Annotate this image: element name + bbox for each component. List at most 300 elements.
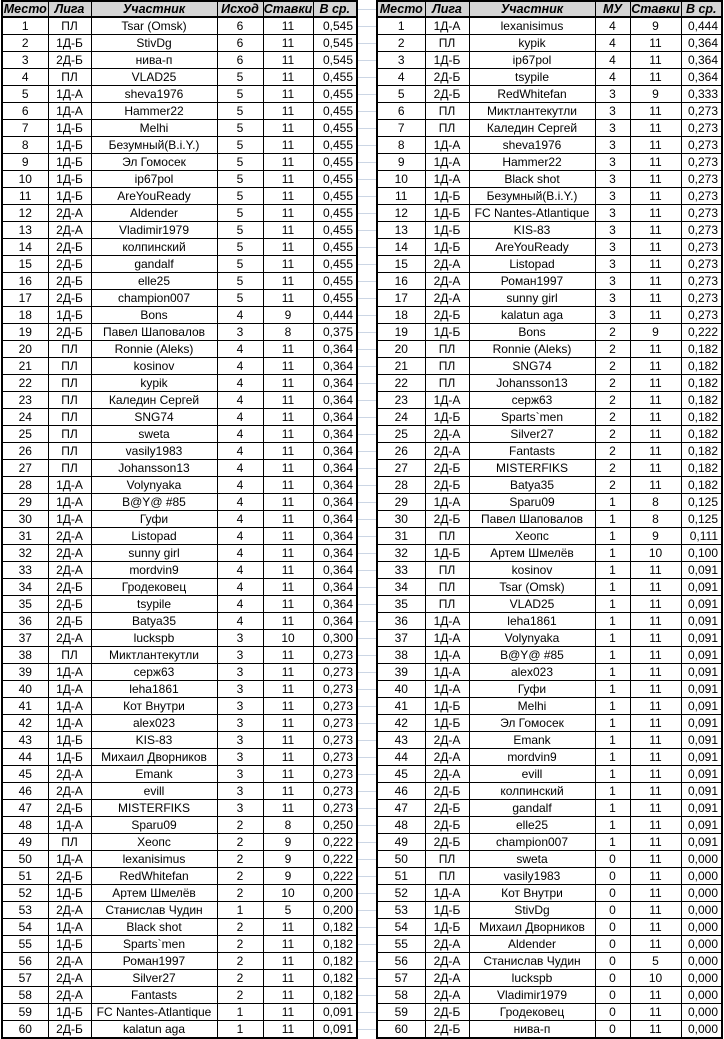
table-row xyxy=(377,324,722,341)
cell-bets: 11 xyxy=(630,392,681,409)
cell-avg: 0,000 xyxy=(681,936,722,953)
cell-outcome: 5 xyxy=(217,103,263,120)
table-row xyxy=(377,834,722,851)
cell-outcome: 5 xyxy=(217,205,263,222)
cell-place: 13 xyxy=(377,222,425,239)
cell-league: ПЛ xyxy=(425,851,469,868)
cell-bets: 11 xyxy=(263,681,313,698)
cell-outcome: 3 xyxy=(217,698,263,715)
table-row xyxy=(2,52,357,69)
column-header-place: Место xyxy=(3,1,47,16)
cell-league: ПЛ xyxy=(48,409,91,426)
cell-mu: 2 xyxy=(595,409,630,426)
cell-avg: 0,182 xyxy=(313,953,357,970)
cell-mu: 0 xyxy=(595,885,630,902)
cell-participant: Johansson13 xyxy=(91,460,217,477)
table-row xyxy=(2,766,357,783)
cell-place: 60 xyxy=(2,1021,48,1039)
cell-league: 2Д-А xyxy=(425,426,469,443)
cell-place: 31 xyxy=(377,528,425,545)
table-row xyxy=(377,919,722,936)
cell-bets: 11 xyxy=(263,511,313,528)
cell-mu: 3 xyxy=(595,307,630,324)
table-row xyxy=(2,647,357,664)
cell-avg: 0,364 xyxy=(313,494,357,511)
cell-place: 22 xyxy=(2,375,48,392)
cell-avg: 0,222 xyxy=(313,868,357,885)
cell-outcome: 2 xyxy=(217,987,263,1004)
cell-participant: Batya35 xyxy=(469,477,595,494)
cell-outcome: 6 xyxy=(217,35,263,52)
cell-place: 30 xyxy=(2,511,48,528)
cell-bets: 11 xyxy=(263,86,313,103)
cell-mu: 1 xyxy=(595,562,630,579)
cell-bets: 11 xyxy=(630,443,681,460)
cell-place: 59 xyxy=(2,1004,48,1021)
cell-participant: Vladimir1979 xyxy=(469,987,595,1004)
cell-avg: 0,182 xyxy=(313,970,357,987)
cell-mu: 1 xyxy=(595,749,630,766)
cell-avg: 0,273 xyxy=(313,783,357,800)
cell-place: 52 xyxy=(377,885,425,902)
cell-league: 1Д-Б xyxy=(425,52,469,69)
cell-avg: 0,455 xyxy=(313,239,357,256)
cell-mu: 1 xyxy=(595,528,630,545)
cell-place: 9 xyxy=(2,154,48,171)
cell-place: 33 xyxy=(377,562,425,579)
cell-place: 8 xyxy=(2,137,48,154)
table-row xyxy=(2,256,357,273)
cell-place: 25 xyxy=(2,426,48,443)
table-row xyxy=(377,715,722,732)
cell-outcome: 2 xyxy=(217,885,263,902)
cell-league: ПЛ xyxy=(425,341,469,358)
cell-bets: 11 xyxy=(630,817,681,834)
cell-league: 2Д-Б xyxy=(48,239,91,256)
cell-league: ПЛ xyxy=(425,579,469,596)
cell-place: 41 xyxy=(2,698,48,715)
cell-outcome: 4 xyxy=(217,375,263,392)
cell-mu: 3 xyxy=(595,222,630,239)
cell-participant: Listopad xyxy=(91,528,217,545)
cell-place: 52 xyxy=(2,885,48,902)
cell-mu: 4 xyxy=(595,69,630,86)
cell-mu: 1 xyxy=(595,579,630,596)
cell-outcome: 3 xyxy=(217,630,263,647)
cell-bets: 11 xyxy=(263,783,313,800)
cell-outcome: 2 xyxy=(217,970,263,987)
cell-mu: 1 xyxy=(595,613,630,630)
cell-league: 2Д-А xyxy=(48,902,91,919)
cell-avg: 0,182 xyxy=(313,936,357,953)
table-row xyxy=(377,987,722,1004)
cell-participant: Sparu09 xyxy=(469,494,595,511)
cell-league: 2Д-Б xyxy=(48,800,91,817)
cell-avg: 0,182 xyxy=(681,443,722,460)
table-row xyxy=(377,477,722,494)
cell-league: 1Д-А xyxy=(425,681,469,698)
cell-outcome: 4 xyxy=(217,613,263,630)
cell-league: 2Д-А xyxy=(48,545,91,562)
table-row xyxy=(2,834,357,851)
cell-place: 50 xyxy=(2,851,48,868)
cell-avg: 0,222 xyxy=(313,834,357,851)
cell-league: ПЛ xyxy=(48,834,91,851)
cell-mu: 0 xyxy=(595,1021,630,1039)
cell-bets: 11 xyxy=(263,426,313,443)
cell-participant: lexanisimus xyxy=(91,851,217,868)
cell-place: 40 xyxy=(2,681,48,698)
cell-participant: Aldender xyxy=(469,936,595,953)
cell-place: 37 xyxy=(377,630,425,647)
cell-league: 2Д-А xyxy=(425,273,469,290)
cell-place: 23 xyxy=(2,392,48,409)
cell-bets: 10 xyxy=(263,885,313,902)
cell-participant: Хеопс xyxy=(91,834,217,851)
cell-bets: 5 xyxy=(263,902,313,919)
cell-outcome: 1 xyxy=(217,902,263,919)
cell-place: 37 xyxy=(2,630,48,647)
cell-bets: 11 xyxy=(263,647,313,664)
cell-place: 39 xyxy=(377,664,425,681)
cell-mu: 3 xyxy=(595,273,630,290)
cell-bets: 11 xyxy=(630,715,681,732)
cell-mu: 2 xyxy=(595,341,630,358)
cell-bets: 11 xyxy=(263,715,313,732)
table-row xyxy=(2,732,357,749)
cell-league: 2Д-А xyxy=(425,443,469,460)
cell-avg: 0,091 xyxy=(681,630,722,647)
cell-outcome: 5 xyxy=(217,273,263,290)
cell-participant: AreYouReady xyxy=(469,239,595,256)
table-row xyxy=(377,273,722,290)
cell-participant: gandalf xyxy=(91,256,217,273)
table-row xyxy=(2,205,357,222)
cell-avg: 0,091 xyxy=(681,579,722,596)
cell-mu: 3 xyxy=(595,256,630,273)
cell-participant: Emank xyxy=(469,732,595,749)
cell-outcome: 3 xyxy=(217,324,263,341)
cell-place: 56 xyxy=(2,953,48,970)
cell-league: 2Д-Б xyxy=(425,834,469,851)
cell-bets: 11 xyxy=(630,834,681,851)
cell-avg: 0,273 xyxy=(681,256,722,273)
cell-participant: Silver27 xyxy=(469,426,595,443)
table-row xyxy=(377,494,722,511)
cell-participant: leha1861 xyxy=(469,613,595,630)
cell-bets: 11 xyxy=(630,1021,681,1039)
table-row xyxy=(2,409,357,426)
cell-avg: 0,364 xyxy=(681,52,722,69)
cell-participant: ip67pol xyxy=(91,171,217,188)
table-row xyxy=(2,69,357,86)
cell-avg: 0,273 xyxy=(681,290,722,307)
cell-participant: kosinov xyxy=(91,358,217,375)
cell-league: 1Д-Б xyxy=(48,1004,91,1021)
cell-mu: 0 xyxy=(595,851,630,868)
cell-participant: MISTERFIKS xyxy=(91,800,217,817)
cell-league: 1Д-А xyxy=(425,171,469,188)
cell-bets: 11 xyxy=(630,35,681,52)
cell-avg: 0,250 xyxy=(313,817,357,834)
cell-participant: Melhi xyxy=(469,698,595,715)
cell-bets: 11 xyxy=(263,273,313,290)
cell-avg: 0,455 xyxy=(313,205,357,222)
table-row xyxy=(2,477,357,494)
mu-ranking-table xyxy=(376,0,723,1039)
cell-league: 2Д-А xyxy=(48,783,91,800)
table-row xyxy=(2,375,357,392)
cell-bets: 11 xyxy=(263,205,313,222)
cell-avg: 0,222 xyxy=(313,851,357,868)
cell-bets: 11 xyxy=(630,1004,681,1021)
cell-bets: 11 xyxy=(263,256,313,273)
cell-place: 16 xyxy=(377,273,425,290)
cell-avg: 0,091 xyxy=(681,732,722,749)
table-row xyxy=(2,426,357,443)
cell-participant: Безумный(B.i.Y.) xyxy=(91,137,217,154)
cell-avg: 0,455 xyxy=(313,154,357,171)
cell-place: 8 xyxy=(377,137,425,154)
cell-bets: 11 xyxy=(630,188,681,205)
cell-outcome: 5 xyxy=(217,256,263,273)
cell-league: 1Д-Б xyxy=(48,171,91,188)
cell-league: ПЛ xyxy=(425,562,469,579)
cell-bets: 11 xyxy=(263,987,313,1004)
cell-outcome: 2 xyxy=(217,936,263,953)
table-row xyxy=(377,239,722,256)
cell-avg: 0,364 xyxy=(313,545,357,562)
cell-league: 1Д-Б xyxy=(425,222,469,239)
cell-league: 1Д-А xyxy=(425,392,469,409)
cell-bets: 11 xyxy=(630,477,681,494)
cell-league: 1Д-Б xyxy=(425,715,469,732)
cell-participant: mordvin9 xyxy=(91,562,217,579)
cell-avg: 0,273 xyxy=(681,103,722,120)
cell-place: 18 xyxy=(2,307,48,324)
cell-league: 1Д-А xyxy=(48,817,91,834)
cell-place: 48 xyxy=(2,817,48,834)
cell-bets: 11 xyxy=(263,613,313,630)
cell-bets: 8 xyxy=(263,817,313,834)
cell-bets: 11 xyxy=(263,103,313,120)
cell-league: 2Д-А xyxy=(48,205,91,222)
cell-place: 27 xyxy=(2,460,48,477)
cell-bets: 11 xyxy=(630,885,681,902)
cell-league: ПЛ xyxy=(425,528,469,545)
table-row xyxy=(2,885,357,902)
cell-outcome: 4 xyxy=(217,409,263,426)
cell-place: 1 xyxy=(2,17,48,35)
cell-avg: 0,273 xyxy=(313,698,357,715)
cell-bets: 11 xyxy=(630,460,681,477)
cell-league: 2Д-Б xyxy=(48,613,91,630)
cell-participant: StivDg xyxy=(91,35,217,52)
table-row xyxy=(2,936,357,953)
cell-bets: 11 xyxy=(263,35,313,52)
table-row xyxy=(2,902,357,919)
table-row xyxy=(2,800,357,817)
cell-league: 2Д-А xyxy=(48,766,91,783)
table-row xyxy=(377,579,722,596)
cell-bets: 11 xyxy=(630,596,681,613)
cell-league: 2Д-А xyxy=(425,987,469,1004)
cell-avg: 0,455 xyxy=(313,120,357,137)
cell-avg: 0,222 xyxy=(681,324,722,341)
cell-league: 2Д-Б xyxy=(425,1021,469,1039)
cell-place: 2 xyxy=(2,35,48,52)
cell-place: 6 xyxy=(2,103,48,120)
cell-avg: 0,000 xyxy=(681,953,722,970)
cell-avg: 0,273 xyxy=(681,188,722,205)
cell-mu: 1 xyxy=(595,511,630,528)
table-row xyxy=(2,987,357,1004)
cell-place: 48 xyxy=(377,817,425,834)
cell-place: 29 xyxy=(2,494,48,511)
cell-avg: 0,364 xyxy=(313,392,357,409)
cell-participant: Каледин Сергей xyxy=(91,392,217,409)
cell-place: 19 xyxy=(377,324,425,341)
cell-avg: 0,364 xyxy=(313,426,357,443)
table-row xyxy=(2,341,357,358)
cell-place: 14 xyxy=(377,239,425,256)
cell-league: 1Д-Б xyxy=(425,239,469,256)
cell-participant: KIS-83 xyxy=(91,732,217,749)
cell-participant: Станислав Чудин xyxy=(91,902,217,919)
cell-participant: серж63 xyxy=(469,392,595,409)
cell-participant: MISTERFIKS xyxy=(469,460,595,477)
cell-place: 26 xyxy=(2,443,48,460)
cell-place: 20 xyxy=(2,341,48,358)
cell-outcome: 3 xyxy=(217,647,263,664)
cell-participant: ip67pol xyxy=(469,52,595,69)
table-row xyxy=(2,681,357,698)
table-row xyxy=(2,443,357,460)
cell-bets: 11 xyxy=(630,103,681,120)
cell-league: ПЛ xyxy=(48,392,91,409)
cell-league: 1Д-Б xyxy=(48,137,91,154)
cell-participant: FC Nantes-Atlantique xyxy=(91,1004,217,1021)
cell-mu: 3 xyxy=(595,86,630,103)
cell-avg: 0,444 xyxy=(681,17,722,35)
cell-bets: 11 xyxy=(263,494,313,511)
cell-place: 53 xyxy=(377,902,425,919)
table-row xyxy=(2,171,357,188)
cell-bets: 9 xyxy=(630,86,681,103)
cell-place: 17 xyxy=(377,290,425,307)
cell-place: 49 xyxy=(377,834,425,851)
cell-league: 2Д-А xyxy=(425,290,469,307)
cell-avg: 0,273 xyxy=(313,681,357,698)
cell-participant: tsypile xyxy=(469,69,595,86)
cell-outcome: 4 xyxy=(217,579,263,596)
cell-avg: 0,091 xyxy=(681,800,722,817)
cell-mu: 1 xyxy=(595,834,630,851)
cell-avg: 0,455 xyxy=(313,188,357,205)
cell-avg: 0,125 xyxy=(681,511,722,528)
cell-avg: 0,364 xyxy=(313,562,357,579)
cell-place: 11 xyxy=(377,188,425,205)
cell-avg: 0,364 xyxy=(313,477,357,494)
cell-place: 35 xyxy=(2,596,48,613)
cell-avg: 0,455 xyxy=(313,69,357,86)
cell-place: 49 xyxy=(2,834,48,851)
cell-outcome: 6 xyxy=(217,17,263,35)
cell-avg: 0,182 xyxy=(681,409,722,426)
cell-league: 2Д-Б xyxy=(425,69,469,86)
cell-place: 7 xyxy=(2,120,48,137)
cell-mu: 2 xyxy=(595,324,630,341)
cell-bets: 9 xyxy=(263,851,313,868)
cell-participant: Кот Внутри xyxy=(91,698,217,715)
cell-outcome: 4 xyxy=(217,477,263,494)
cell-place: 1 xyxy=(377,17,425,35)
cell-league: ПЛ xyxy=(425,868,469,885)
cell-league: 1Д-А xyxy=(425,885,469,902)
cell-avg: 0,375 xyxy=(313,324,357,341)
cell-place: 42 xyxy=(377,715,425,732)
table-row xyxy=(2,120,357,137)
cell-avg: 0,364 xyxy=(313,528,357,545)
table-row xyxy=(2,545,357,562)
table-row xyxy=(377,69,722,86)
cell-outcome: 4 xyxy=(217,392,263,409)
cell-avg: 0,091 xyxy=(681,834,722,851)
cell-place: 47 xyxy=(2,800,48,817)
cell-place: 38 xyxy=(2,647,48,664)
cell-avg: 0,091 xyxy=(681,766,722,783)
cell-avg: 0,091 xyxy=(681,715,722,732)
table-row xyxy=(377,545,722,562)
cell-place: 50 xyxy=(377,851,425,868)
cell-outcome: 5 xyxy=(217,171,263,188)
cell-participant: нива-п xyxy=(469,1021,595,1039)
cell-participant: Tsar (Omsk) xyxy=(469,579,595,596)
cell-avg: 0,000 xyxy=(681,868,722,885)
cell-avg: 0,273 xyxy=(313,732,357,749)
cell-bets: 11 xyxy=(263,69,313,86)
cell-avg: 0,455 xyxy=(313,222,357,239)
cell-avg: 0,091 xyxy=(681,783,722,800)
cell-participant: kypik xyxy=(91,375,217,392)
cell-bets: 11 xyxy=(263,766,313,783)
cell-place: 3 xyxy=(377,52,425,69)
cell-place: 34 xyxy=(377,579,425,596)
cell-league: 1Д-Б xyxy=(425,902,469,919)
cell-bets: 11 xyxy=(263,528,313,545)
table-row xyxy=(2,86,357,103)
cell-league: 2Д-Б xyxy=(48,579,91,596)
cell-participant: tsypile xyxy=(91,596,217,613)
cell-avg: 0,455 xyxy=(313,86,357,103)
cell-place: 55 xyxy=(377,936,425,953)
cell-mu: 4 xyxy=(595,17,630,35)
cell-bets: 11 xyxy=(263,919,313,936)
cell-participant: luckspb xyxy=(469,970,595,987)
cell-league: 1Д-А xyxy=(425,664,469,681)
cell-mu: 1 xyxy=(595,545,630,562)
table-row xyxy=(377,256,722,273)
cell-league: 2Д-А xyxy=(48,528,91,545)
cell-avg: 0,545 xyxy=(313,35,357,52)
cell-participant: sheva1976 xyxy=(469,137,595,154)
cell-place: 14 xyxy=(2,239,48,256)
cell-place: 18 xyxy=(377,307,425,324)
cell-participant: sweta xyxy=(91,426,217,443)
cell-bets: 11 xyxy=(263,477,313,494)
cell-place: 16 xyxy=(2,273,48,290)
cell-place: 34 xyxy=(2,579,48,596)
